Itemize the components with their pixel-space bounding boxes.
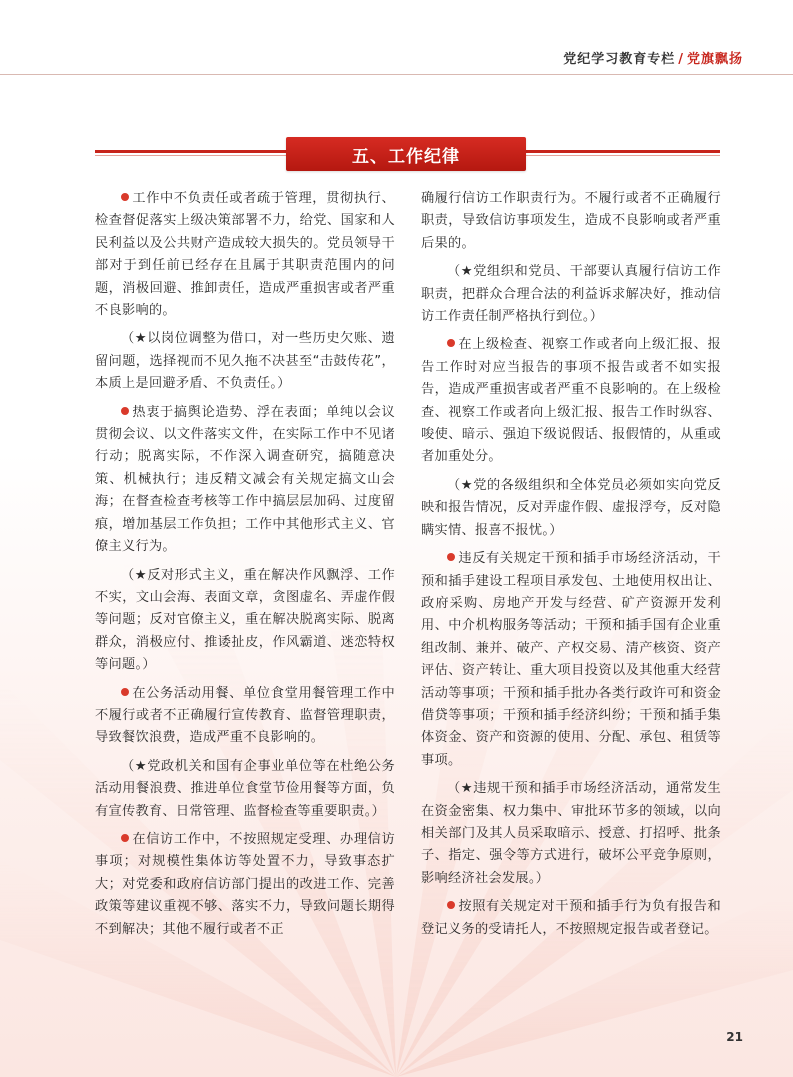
bullet-dot-icon — [121, 834, 129, 842]
paragraph-text: 在公务活动用餐、单位食堂用餐管理工作中不履行或者不正确履行宣传教育、监督管理职责，导致餐饮浪费，造成严重不良影响的。 — [95, 685, 395, 746]
paragraph-bullet — [421, 334, 721, 468]
running-header — [563, 48, 743, 67]
bullet-dot-icon — [447, 553, 455, 561]
paragraph-text: 在上级检查、视察工作或者向上级汇报、报告工作时对应当报告的事项不报告或者不如实报告，造成严重损害或者严重不良影响的。在上级检查、视察工作或者向上级汇报、报告工作时纵容、唆使、暗示、强迫下级说假话、报假情的，从重或者加重处分。 — [421, 337, 721, 465]
bullet-dot-icon — [121, 407, 129, 415]
paragraph-text: （★党的各级组织和全体党员必须如实向党反映和报告情况，反对弄虚作假、虚报浮夸，反对隐瞒实情、报喜不报忧。） — [421, 477, 721, 538]
paragraph-continued — [421, 188, 721, 255]
paragraph-note — [95, 756, 395, 823]
header-subtitle: 党旗飘扬 — [686, 52, 743, 67]
bullet-dot-icon — [447, 339, 455, 347]
paragraph-text: （★党政机关和国有企事业单位等在杜绝公务活动用餐浪费、推进单位食堂节俭用餐等方面，负有宣传教育、日常管理、监督检查等重要职责。） — [95, 758, 395, 819]
paragraph-note — [95, 328, 395, 395]
paragraph-note — [421, 778, 721, 890]
paragraph-bullet — [95, 188, 395, 322]
paragraph-text: 按照有关规定对干预和插手行为负有报告和登记义务的受请托人，不按照规定报告或者登记。 — [421, 899, 721, 937]
paragraph-bullet — [95, 829, 395, 941]
paragraph-text: （★违规干预和插手市场经济活动，通常发生在资金密集、权力集中、审批环节多的领域，以向相关部门及其人员采取暗示、授意、打招呼、批条子、指定、强令等方式进行，破坏公平竞争原则，影响经济社会发展。） — [421, 781, 721, 886]
paragraph-note — [421, 261, 721, 328]
paragraph-bullet — [95, 402, 395, 559]
section-title: 五、工作纪律 — [286, 137, 526, 171]
bullet-dot-icon — [447, 901, 455, 909]
paragraph-bullet — [421, 548, 721, 772]
page-number: 21 — [726, 1030, 743, 1044]
paragraph-text: 在信访工作中，不按照规定受理、办理信访事项；对规模性集体访等处置不力，导致事态扩大；对党委和政府信访部门提出的改进工作、完善政策等建议重视不够、落实不力，导致问题长期得不到解决；其他不履行或者不正 — [95, 831, 395, 937]
paragraph-text: （★党组织和党员、干部要认真履行信访工作职责，把群众合理合法的利益诉求解决好，推动信访工作责任制严格执行到位。） — [421, 264, 721, 325]
paragraph-text: （★以岗位调整为借口，对一些历史欠账、遗留问题，选择视而不见久拖不决甚至“击鼓传花”，本质上是回避矛盾、不负责任。） — [95, 331, 395, 392]
paragraph-note — [421, 475, 721, 542]
paragraph-text: 热衷于搞舆论造势、浮在表面；单纯以会议贯彻会议、以文件落实文件，在实际工作中不见诸行动；脱离实际，不作深入调查研究，搞随意决策、机械执行；违反精文减会有关规定搞文山会海；在督查检查考核等工作中搞层层加码、过度留痕，增加基层工作负担；工作中其他形式主义、官僚主义行为。 — [95, 404, 395, 555]
left-column — [95, 188, 395, 941]
right-column — [421, 188, 721, 941]
header-series: 党纪学习教育专栏 — [563, 52, 676, 67]
header-divider — [0, 74, 793, 75]
header-separator: / — [678, 52, 684, 67]
paragraph-bullet — [95, 683, 395, 750]
paragraph-note — [95, 565, 395, 677]
bullet-dot-icon — [121, 193, 129, 201]
paragraph-text: 违反有关规定干预和插手市场经济活动，干预和插手建设工程项目承发包、土地使用权出让、政府采购、房地产开发与经营、矿产资源开发利用、中介机构服务等活动；干预和插手国有企业重组改制、兼并、破产、产权交易、清产核资、资产评估、资产转让、重大项目投资以及其他重大经营活动等事项；干预和插手批办各类行政许可和资金借贷等事项；干预和插手经济纠纷；干预和插手集体资金、资产和资源的使用、分配、承包、租赁等事项。 — [421, 551, 721, 768]
paragraph-bullet — [421, 896, 721, 941]
paragraph-text: （★反对形式主义，重在解决作风飘浮、工作不实，文山会海、表面文章，贪图虚名、弄虚作假等问题；反对官僚主义，重在解决脱离实际、脱离群众，消极应付、推诿扯皮，作风霸道、迷恋特权等问题。） — [95, 567, 395, 673]
paragraph-text: 确履行信访工作职责行为。不履行或者不正确履行职责，导致信访事项发生，造成不良影响或者严重后果的。 — [421, 191, 721, 251]
paragraph-text: 工作中不负责任或者疏于管理，贯彻执行、检查督促落实上级决策部署不力，给党、国家和人民利益以及公共财产造成较大损失的。党员领导干部对于到任前已经存在且属于其职责范围内的问题，消极回避、推卸责任，造成严重损害或者严重不良影响的。 — [95, 191, 395, 319]
bullet-dot-icon — [121, 688, 129, 696]
